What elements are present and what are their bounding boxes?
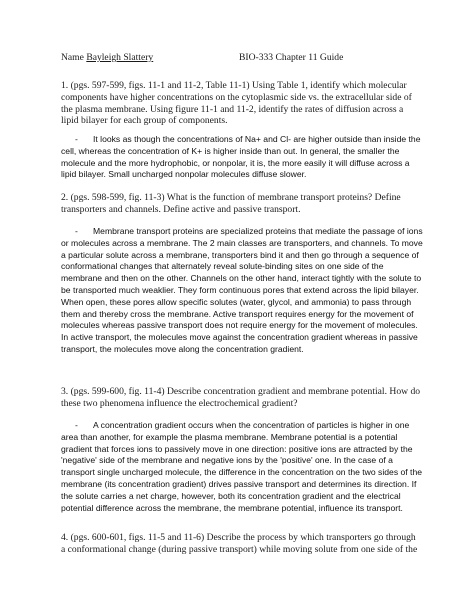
answer-2 <box>61 226 423 356</box>
answer-3-body: area than another, for example the plasma membrane. Membrane potential is a potential gradient that forces ions to passively move in one direction: positive ions are attracted by the 'negative' side of the membrane and negative ions by the 'positive' one. In the case of a transport single uncharged molecule, the difference in the concentration on the two sides of the membrane (its concentration gradient) drives passive transport and determines its direction. If the solute carries a net charge, however, both its concentration gradient and the electrical potential difference across the membrane, the membrane potential, influence its transport. <box>61 431 423 513</box>
student-name: Bayleigh Slattery <box>86 52 154 63</box>
bullet-dash: - <box>75 226 78 236</box>
answer-3 <box>61 420 423 514</box>
bullet-dash: - <box>75 134 78 144</box>
question-2: 2. (pgs. 598-599, fig. 11-3) What is the function of membrane transport proteins? Define transporters and channels. Define active and passive transport. <box>61 192 401 215</box>
answer-1-body: cell, whereas the concentration of K+ is higher inside than out. In general, the smaller the molecule and the more hydrophobic, or nonpolar, it is, the more easily it will diffuse across a lipid bilayer. Small uncharged nonpolar molecules diffuse slower. <box>61 145 410 180</box>
student-name-line <box>61 52 153 64</box>
answer-1-first-line <box>61 134 423 146</box>
answer-1-lead: It looks as though the concentrations of Na+ and Cl- are higher outside than inside the <box>93 134 421 144</box>
bullet-dash: - <box>75 420 78 430</box>
course-title: BIO-333 Chapter 11 Guide <box>239 52 344 63</box>
answer-2-lead: Membrane transport proteins are specialized proteins that mediate the passage of ions <box>93 226 423 236</box>
answer-1 <box>61 134 423 181</box>
question-3: 3. (pgs. 599-600, fig. 11-4) Describe concentration gradient and membrane potential. How do these two phenomena influence the electrochemical gradient? <box>61 386 421 409</box>
question-1: 1. (pgs. 597-599, figs. 11-1 and 11-2, Table 11-1) Using Table 1, identify which molecular components have higher concentrations on the cytoplasmic side vs. the extracellular side of the plasma membrane. Using figure 11-1 and 11-2, identify the rates of diffusion across a lipid bilayer for each group of components. <box>61 80 412 127</box>
name-label: Name <box>61 52 87 63</box>
answer-3-lead: A concentration gradient occurs when the concentration of particles is higher in one <box>93 420 410 430</box>
answer-2-first-line <box>61 226 423 238</box>
answer-3-first-line <box>61 420 423 432</box>
answer-2-body: or molecules across a membrane. The 2 main classes are transporters, and channels. To move a particular solute across a membrane, transporters bind it and then go through a sequence of conformational changes that alternately reveal solute-binding sites on one side of the membrane and then on the other. Channels on the other hand, interact tightly with the solute to be transported much weaklier. They form continuous pores that extend across the lipid bilayer. When open, these pores allow specific solutes (water, glycol, and ammonia) to pass through them and thereby cross the membrane. Active transport requires energy for the movement of molecules whereas passive transport does not require energy for the movement of molecules. In active transport, the molecules move against the concentration gradient whereas in passive transport, the molecules move along the concentration gradient. <box>61 237 423 354</box>
question-4: 4. (pgs. 600-601, figs. 11-5 and 11-6) Describe the process by which transporters go through a conformational change (during passive transport) while moving solute from one side of the <box>61 532 418 555</box>
